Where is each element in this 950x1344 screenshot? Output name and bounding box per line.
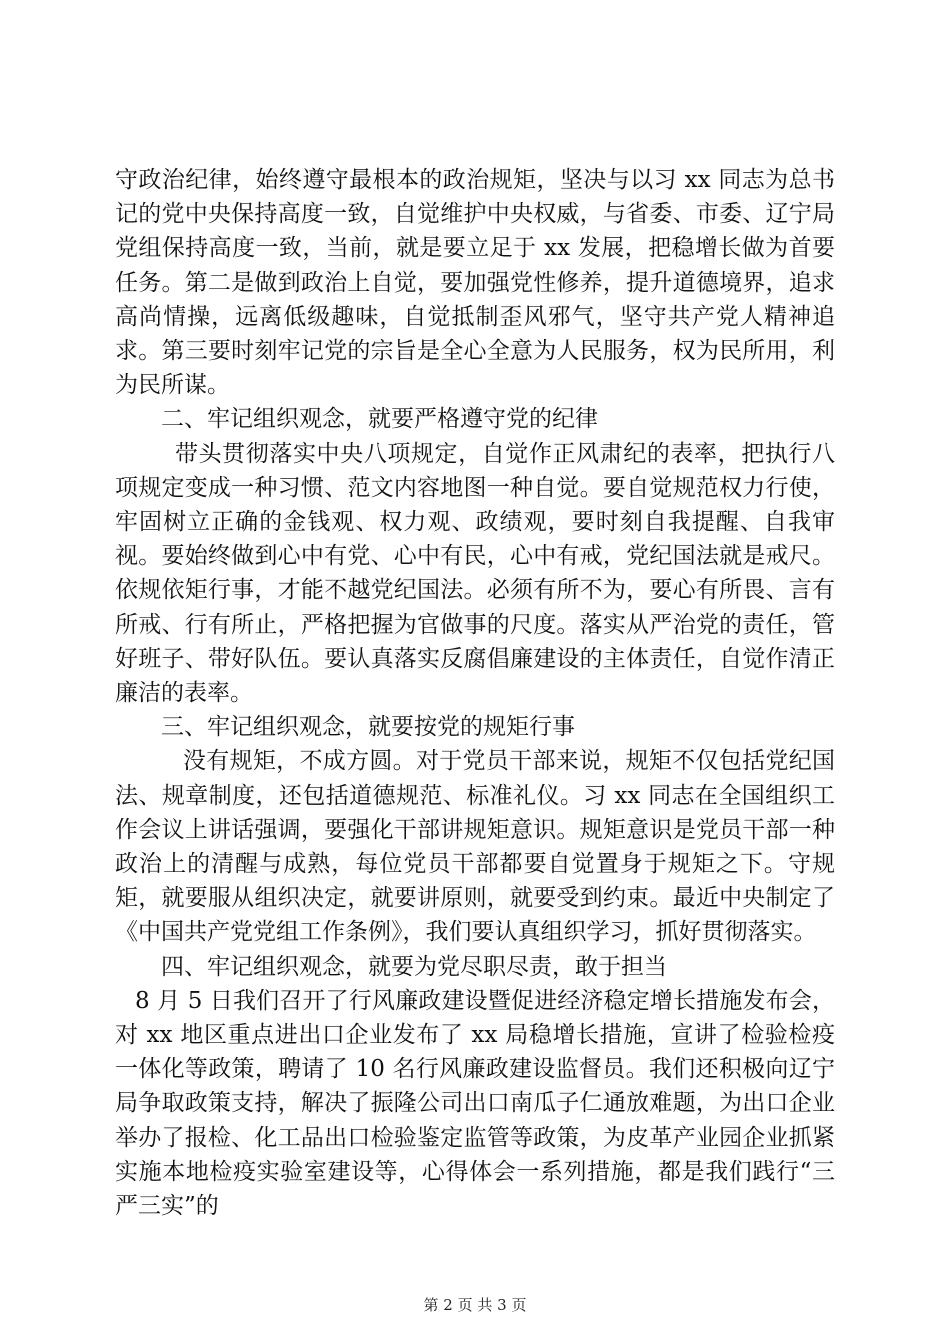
section-heading-4: 四、牢记组织观念，就要为党尽职尽责，敢于担当 (161, 953, 667, 980)
paragraph-section-2: 带头贯彻落实中央八项规定，自觉作正风肃纪的表率，把执行八项规定变成一种习惯、范文内容地图一种自觉。要自觉规范权力行使，牢固树立正确的金钱观、权力观、政绩观，要时刻自我提醒、自我审视。要始终做到心中有党、心中有民，心中有戒，党纪国法就是戒尺。依规依矩行事，才能不越党纪国法。必须有所不为，要心有所畏、言有所戒、行有所止，严格把握为官做事的尺度。落实从严治党的责任，管好班子、带好队伍。要认真落实反腐倡廉建设的主体责任，自觉作清正廉洁的表率。 (115, 440, 835, 707)
document-body (115, 163, 835, 1223)
section-heading-2: 二、牢记组织观念，就要严格遵守党的纪律 (161, 406, 598, 433)
paragraph-section-4: 8 月 5 日我们召开了行风廉政建设暨促进经济稳定增长措施发布会，对 xx 地区重点进出口企业发布了 xx 局稳增长措施，宣讲了检验检疫一体化等政策，聘请了 10 名行风廉政建设监督员。我们还积极向辽宁局争取政策支持，解决了振隆公司出口南瓜子仁通放难题，为出口企业举办了报检、化工品出口检验鉴定监管等政策，为皮革产业园企业抓紧实施本地检疫实验室建设等，心得体会一系列措施，都是我们践行“三严三实”的 (115, 987, 835, 1220)
page-number-footer: 第 2 页 共 3 页 (423, 1296, 527, 1314)
paragraph-intro: 守政治纪律，始终遵守最根本的政治规矩，坚决与以习 xx 同志为总书记的党中央保持高度一致，自觉维护中央权威，与省委、市委、辽宁局党组保持高度一致，当前，就是要立足于 xx 发展，把稳增长做为首要任务。第二是做到政治上自觉，要加强党性修养，提升道德境界，追求高尚情操，远离低级趣味，自觉抵制歪风邪气，坚守共产党人精神追求。第三要时刻牢记党的宗旨是全心全意为人民服务，权为民所用，利为民所谋。 (115, 167, 835, 399)
section-heading-3: 三、牢记组织观念，就要按党的规矩行事 (161, 714, 575, 741)
paragraph-section-3: 没有规矩，不成方圆。对于党员干部来说，规矩不仅包括党纪国法、规章制度，还包括道德规范、标准礼仪。习 xx 同志在全国组织工作会议上讲话强调，要强化干部讲规矩意识。规矩意识是党员干部一种政治上的清醒与成熟，每位党员干部都要自觉置身于规矩之下。守规矩，就要服从组织决定，就要讲原则，就要受到约束。最近中央制定了《中国共产党党组工作条例》，我们要认真组织学习，抓好贯彻落实。 (115, 748, 835, 946)
